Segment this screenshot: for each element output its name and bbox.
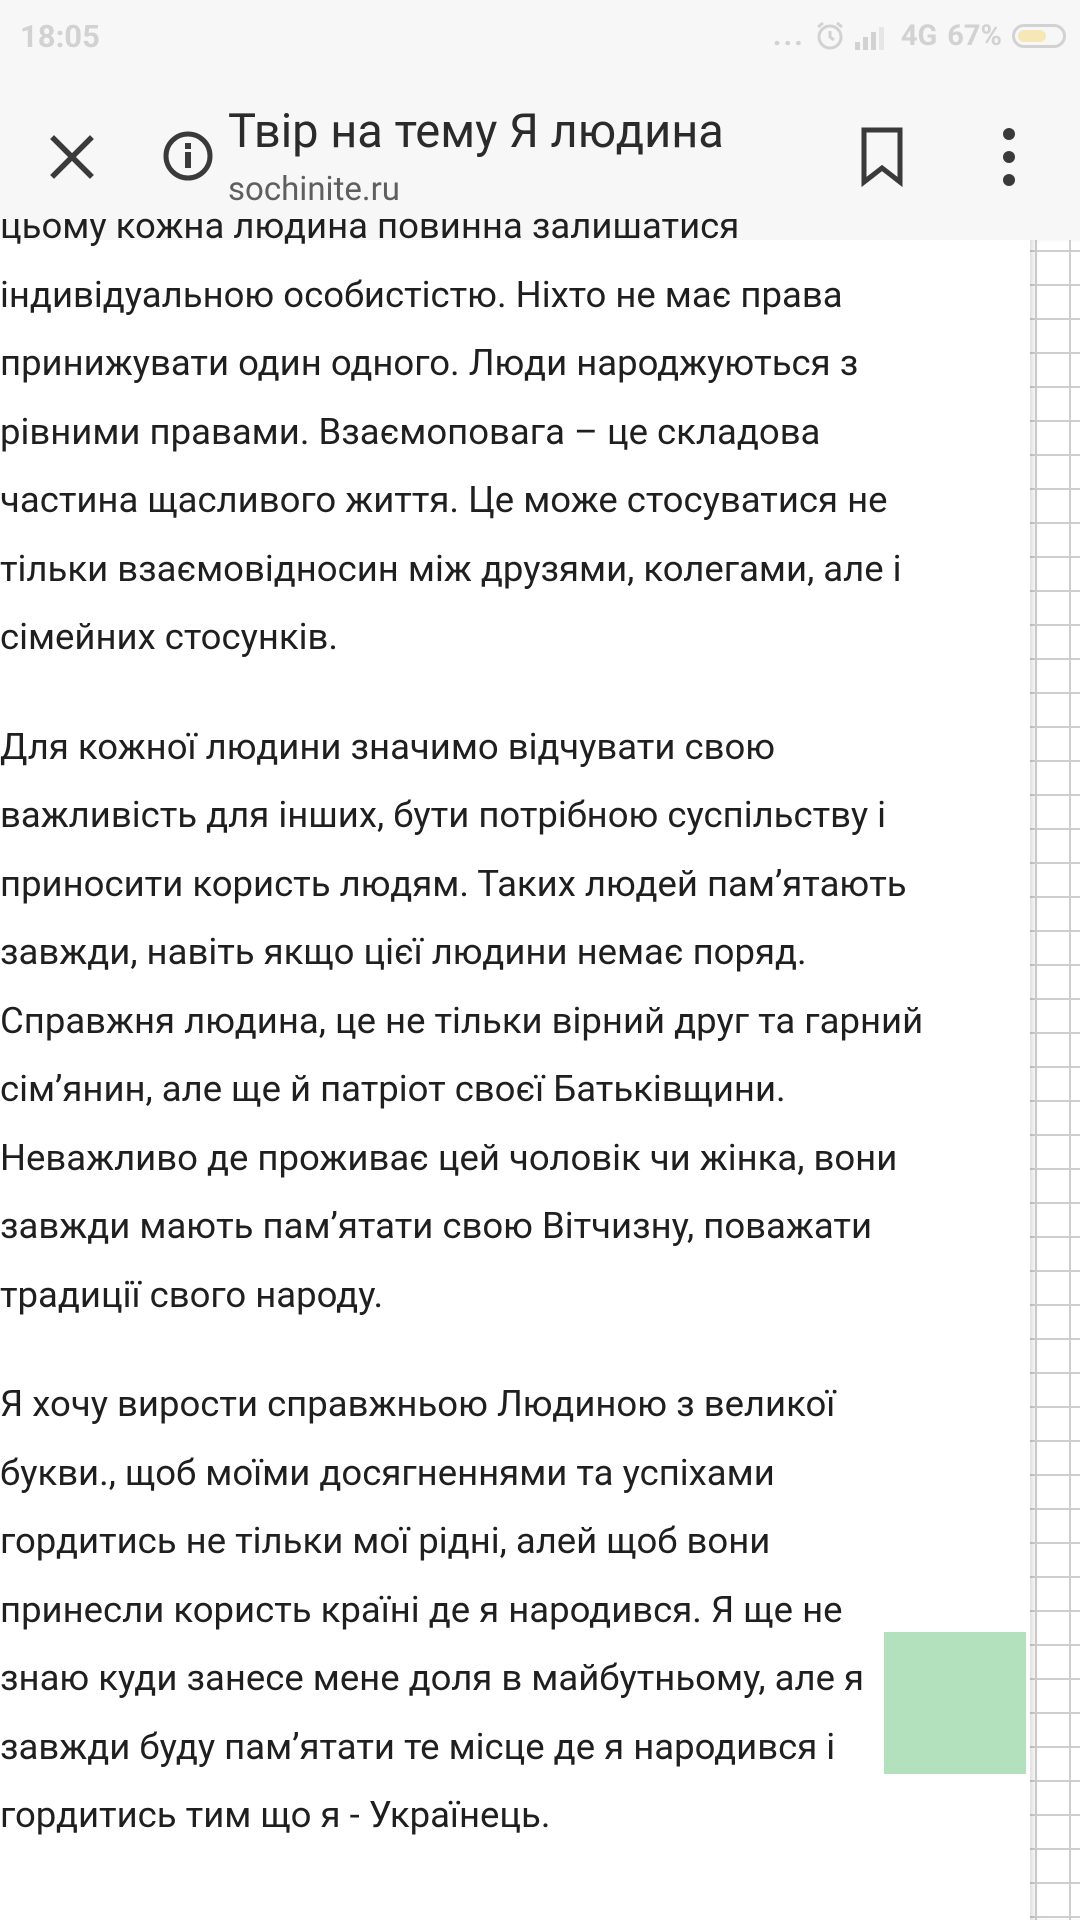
signal-icon [855, 22, 891, 50]
article-body [0, 192, 1030, 1850]
battery-icon [1012, 24, 1066, 48]
page-url: sochinite.ru [228, 170, 400, 209]
battery-fill [1018, 30, 1046, 42]
paragraph: Я хочу вирости справжньою Людиною з великої букви., щоб моїми досягненнями та успіхами гордитись не тільки мої рідні, алей щоб вони принесли користь країні де я народився. Я ще не знаю куди занесе мене доля в майбутньому, але я завжди буду пам’ятати те місце де я народився і гордитись тим що я - Українець. [0, 1382, 865, 1836]
status-bar [0, 0, 1080, 74]
article-content[interactable] [0, 204, 1030, 1920]
grid-background-strip [1030, 240, 1080, 1920]
paragraph: Для кожної людини значимо відчувати свою важливість для інших, бути потрібною суспільству і приносити користь людям. Таких людей пам’ятають завжди, навіть якщо цієї людини немає поряд. Справжня людина, це не тільки вірний друг та гарний сім’янин, але ще й патріот своєї Батьківщини. Неважливо де проживає цей чоловік чи жінка, вони завжди мають пам’ятати свою Вітчизну, поважати традиції свого народу. [0, 724, 924, 1316]
notification-dots: ... [772, 18, 805, 53]
bookmark-icon[interactable] [856, 124, 908, 188]
close-icon[interactable] [44, 129, 100, 185]
green-highlight-overlay [884, 1632, 1026, 1774]
battery-percent: 67% [947, 18, 1002, 53]
alarm-icon [815, 21, 845, 51]
page-title: Твір на тему Я людина [228, 104, 724, 159]
paragraph: цьому кожна людина повинна залишатися індивідуальною особистістю. Ніхто не має права принижувати один одного. Люди народжуються з рівними правами. Взаємоповага – це складова частина щасливого життя. Це може стосуватися не тільки взаємовідносин між друзями, колегами, але і сімейних стосунків. [0, 204, 902, 658]
status-time: 18:05 [20, 18, 100, 55]
more-vert-icon[interactable] [996, 126, 1022, 188]
status-icons [773, 18, 1066, 53]
info-icon[interactable] [160, 128, 216, 184]
network-type: 4G [900, 18, 938, 53]
